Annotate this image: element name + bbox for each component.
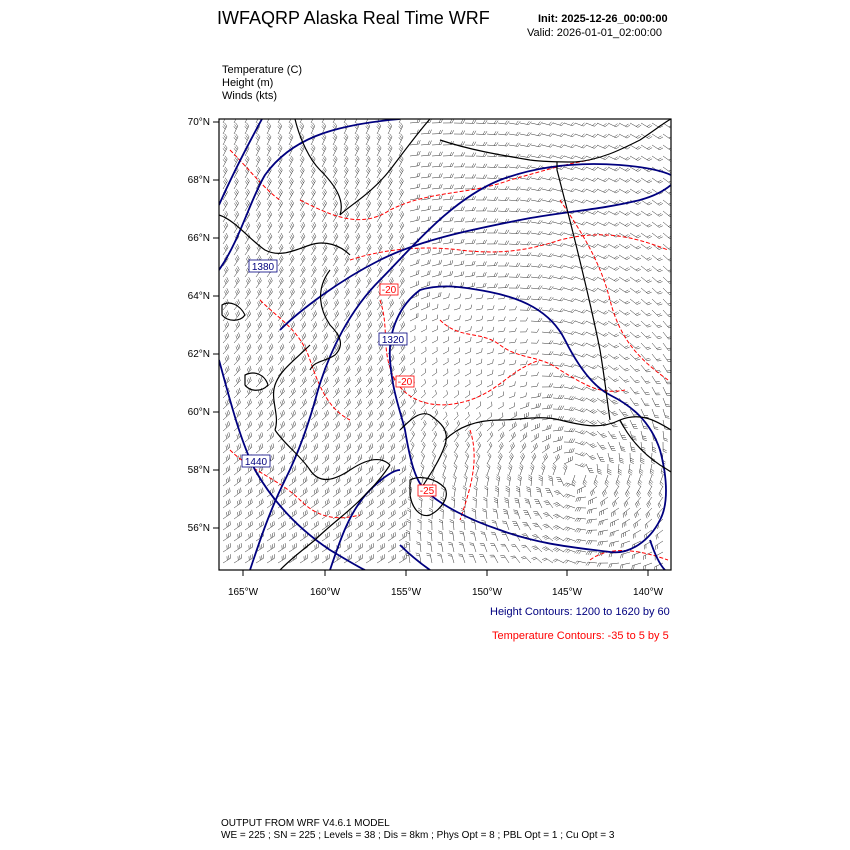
map-panel: [219, 112, 674, 571]
height-contour-legend: Height Contours: 1200 to 1620 by 60: [490, 606, 670, 618]
model-config-footer: WE = 225 ; SN = 225 ; Levels = 38 ; Dis = 8km ; Phys Opt = 8 ; PBL Opt = 1 ; Cu Opt = 3: [221, 830, 615, 841]
height-label: 1440: [244, 457, 268, 468]
lon-label: 140°W: [632, 587, 664, 598]
init-time: Init: 2025-12-26_00:00:00: [538, 13, 668, 25]
temperature-label: -20: [381, 285, 397, 296]
latitude-axis: [188, 117, 219, 534]
lat-label: 64°N: [187, 291, 210, 302]
temperature-label: -25: [419, 486, 435, 497]
lat-label: 66°N: [187, 233, 210, 244]
lon-label: 160°W: [309, 587, 341, 598]
longitude-axis: [228, 570, 664, 598]
field-height-label: Height (m): [222, 77, 274, 89]
lon-label: 165°W: [227, 587, 259, 598]
valid-time: Valid: 2026-01-01_02:00:00: [527, 27, 662, 39]
lon-label: 145°W: [551, 587, 583, 598]
lat-label: 62°N: [187, 349, 210, 360]
temperature-contour-legend: Temperature Contours: -35 to 5 by 5: [492, 630, 669, 642]
temperature-label: -20: [397, 377, 413, 388]
lat-label: 58°N: [187, 465, 210, 476]
lat-label: 60°N: [187, 407, 210, 418]
height-label: 1320: [381, 335, 405, 346]
lon-label: 150°W: [471, 587, 503, 598]
lat-label: 56°N: [187, 523, 210, 534]
model-footer: OUTPUT FROM WRF V4.6.1 MODEL: [221, 818, 390, 829]
height-label: 1380: [251, 262, 275, 273]
plot-title: IWFAQRP Alaska Real Time WRF: [217, 8, 490, 28]
field-temperature-label: Temperature (C): [222, 64, 303, 76]
lat-label: 68°N: [187, 175, 210, 186]
field-winds-label: Winds (kts): [222, 90, 277, 102]
lon-label: 155°W: [390, 587, 422, 598]
lat-label: 70°N: [187, 117, 210, 128]
